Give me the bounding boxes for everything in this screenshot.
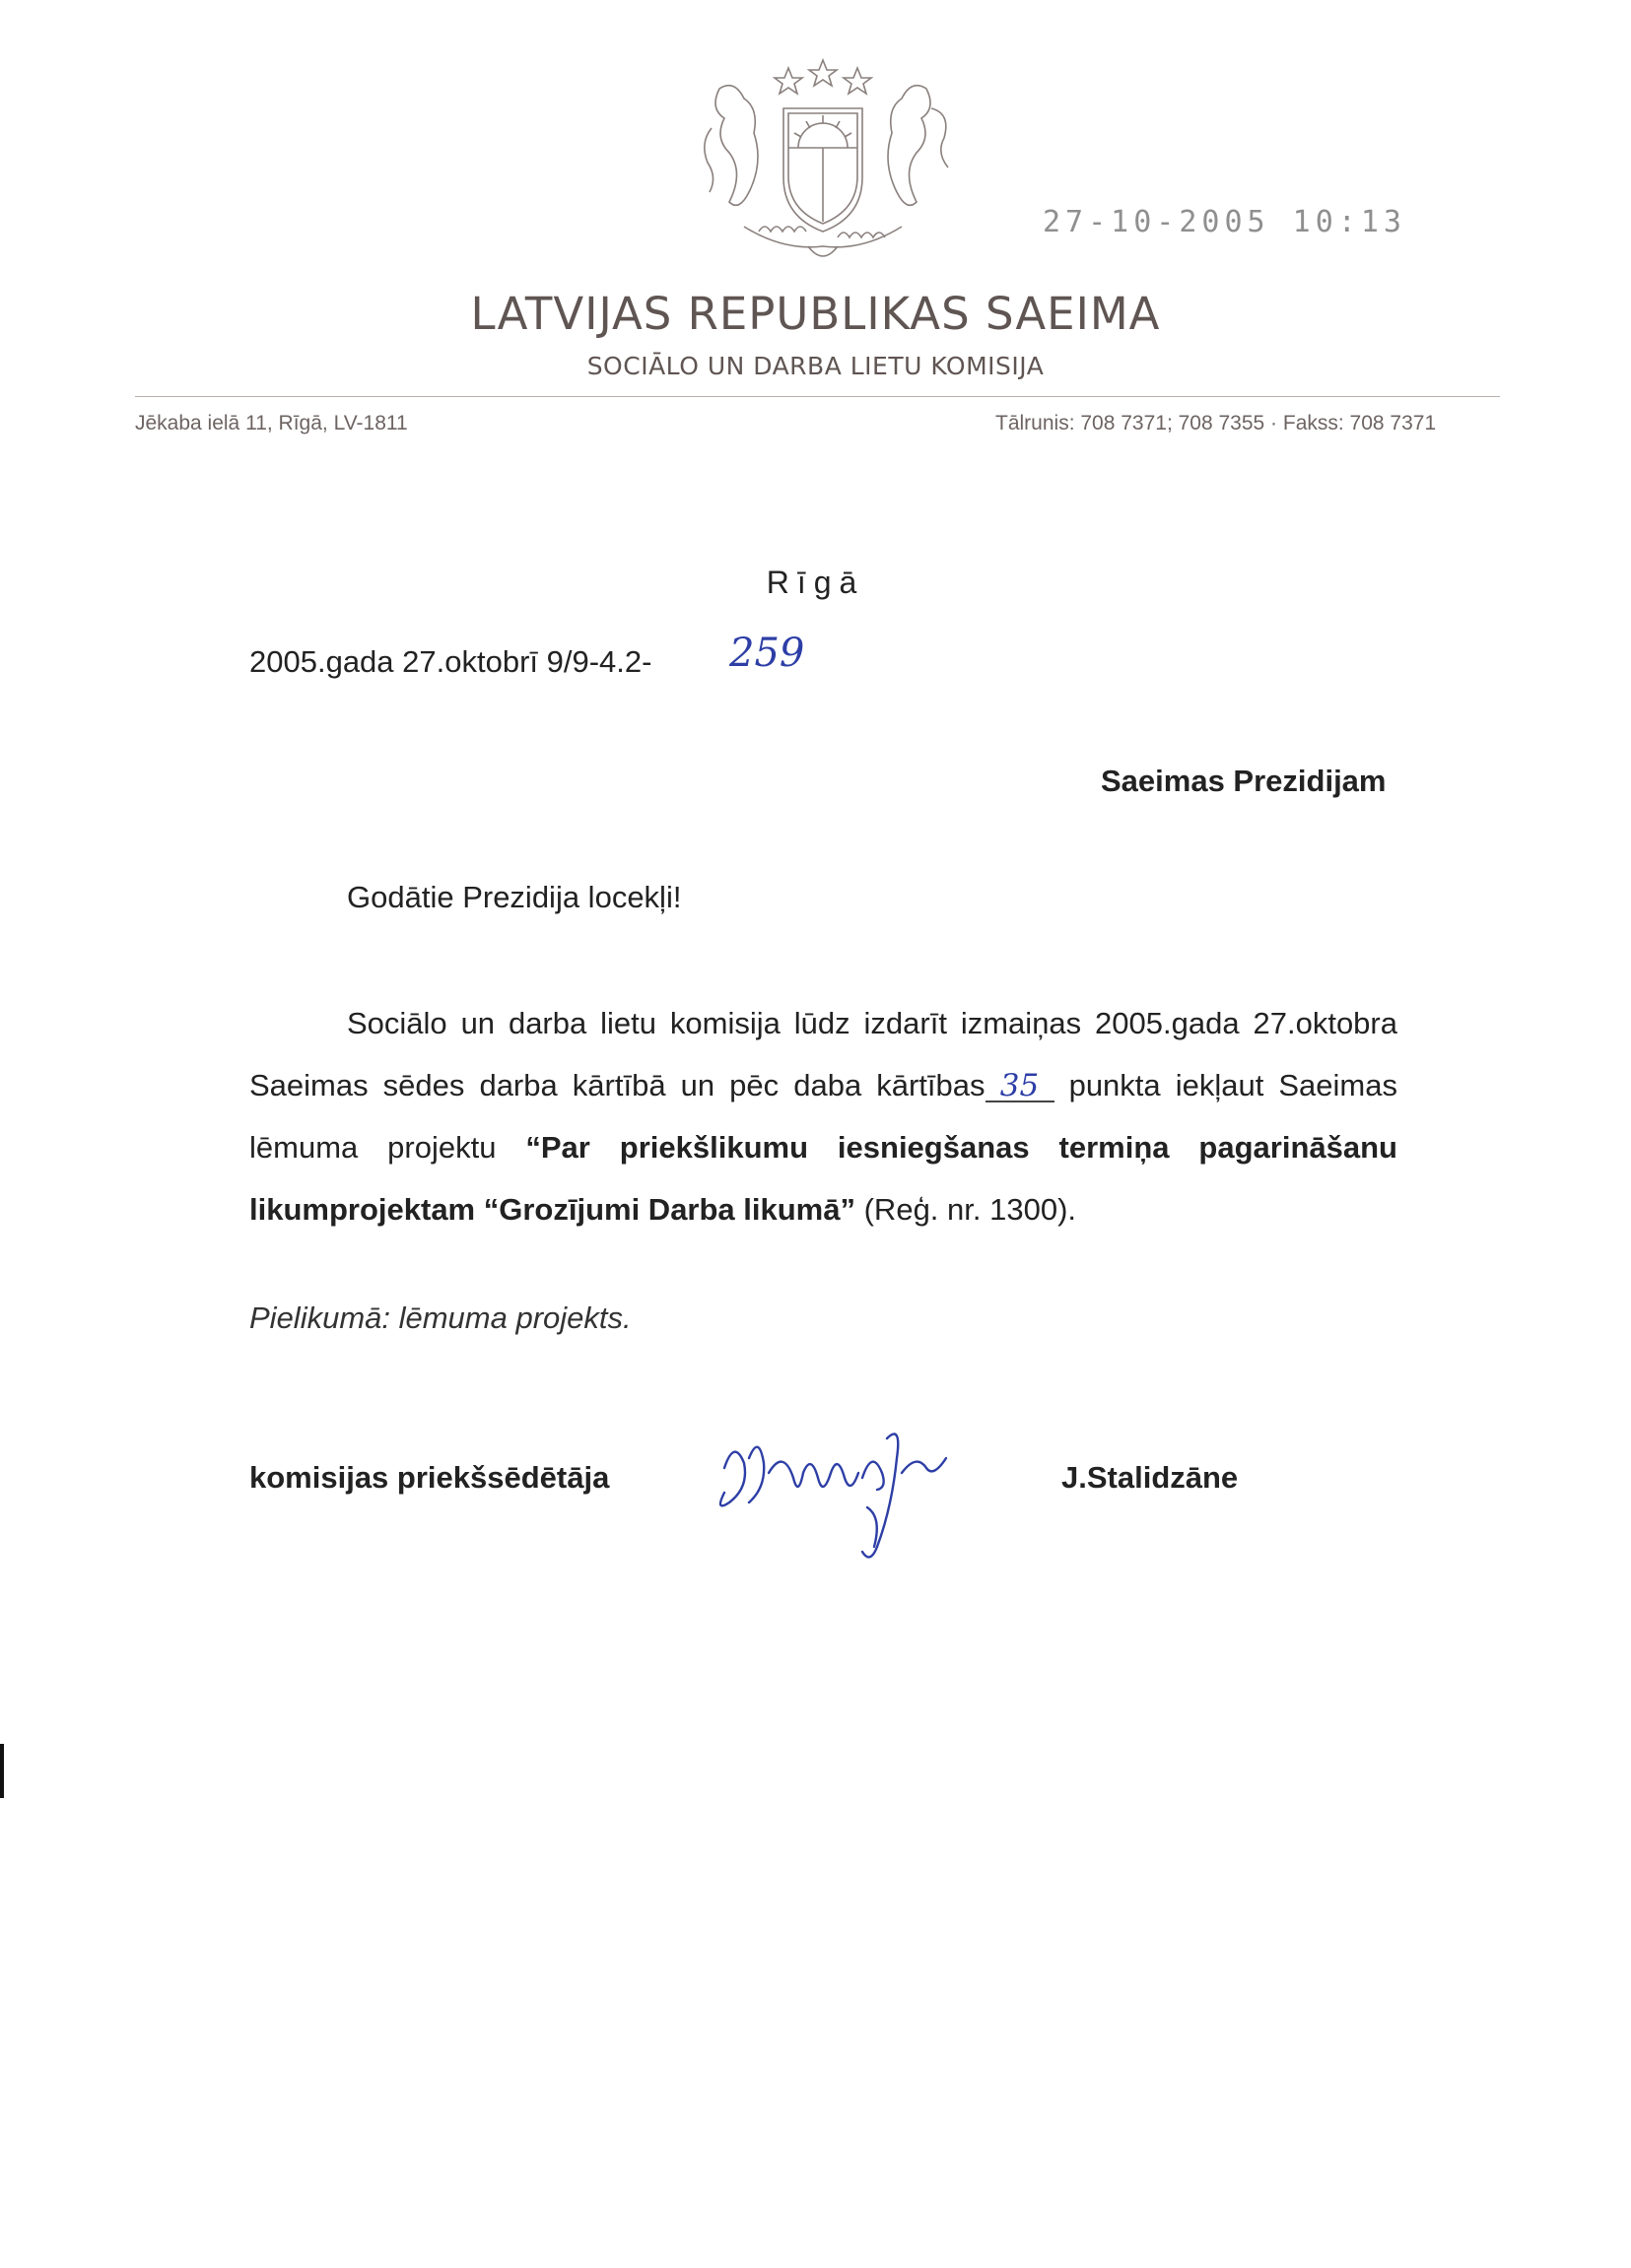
resolution-title: “Par priekšlikumu iesniegšanas termiņa pagarināšanu likumprojektam “Grozījumi Darba likumā” <box>249 1130 1397 1227</box>
coat-of-arms-emblem <box>690 54 956 266</box>
letter-date-line: 2005.gada 27.oktobrī 9/9-4.2- <box>249 644 652 679</box>
letterhead-address: Jēkaba ielā 11, Rīgā, LV-1811 <box>135 412 408 434</box>
handwritten-registration-number: 259 <box>729 631 805 676</box>
body-text-part-2: punkta iekļaut Saeimas lēmuma projektu <box>249 1068 1397 1165</box>
attachment-note: Pielikumā: lēmuma projekts. <box>249 1301 632 1335</box>
letterhead-divider <box>135 396 1500 397</box>
body-text-part-3: (Reģ. nr. 1300). <box>855 1192 1077 1227</box>
signatory-name: J.Stalidzāne <box>1061 1460 1239 1495</box>
received-date-stamp: 27-10-2005 10:13 <box>1043 205 1406 239</box>
letter-body-paragraph <box>249 992 1397 1240</box>
letter-salutation: Godātie Prezidija locekļi! <box>347 880 682 914</box>
letter-recipient: Saeimas Prezidijam <box>1101 764 1387 798</box>
organization-title: LATVIJAS REPUBLIKAS SAEIMA <box>470 288 1161 340</box>
letter-place: Rīgā <box>766 565 865 600</box>
handwritten-agenda-item-number: 35 <box>985 1071 1054 1102</box>
committee-subtitle: SOCIĀLO UN DARBA LIETU KOMISIJA <box>586 352 1045 380</box>
letterhead-contacts: Tālrunis: 708 7371; 708 7355 · Fakss: 708 7371 <box>995 412 1437 434</box>
handwritten-signature <box>705 1419 961 1567</box>
signatory-role: komisijas priekšsēdētāja <box>249 1460 610 1495</box>
scan-margin-mark <box>0 1744 4 1798</box>
body-text-part-1: Sociālo un darba lietu komisija lūdz izdarīt izmaiņas 2005.gada 27.oktobra Saeimas sēdes darba kārtībā un pēc daba kārtības <box>249 1006 1397 1102</box>
